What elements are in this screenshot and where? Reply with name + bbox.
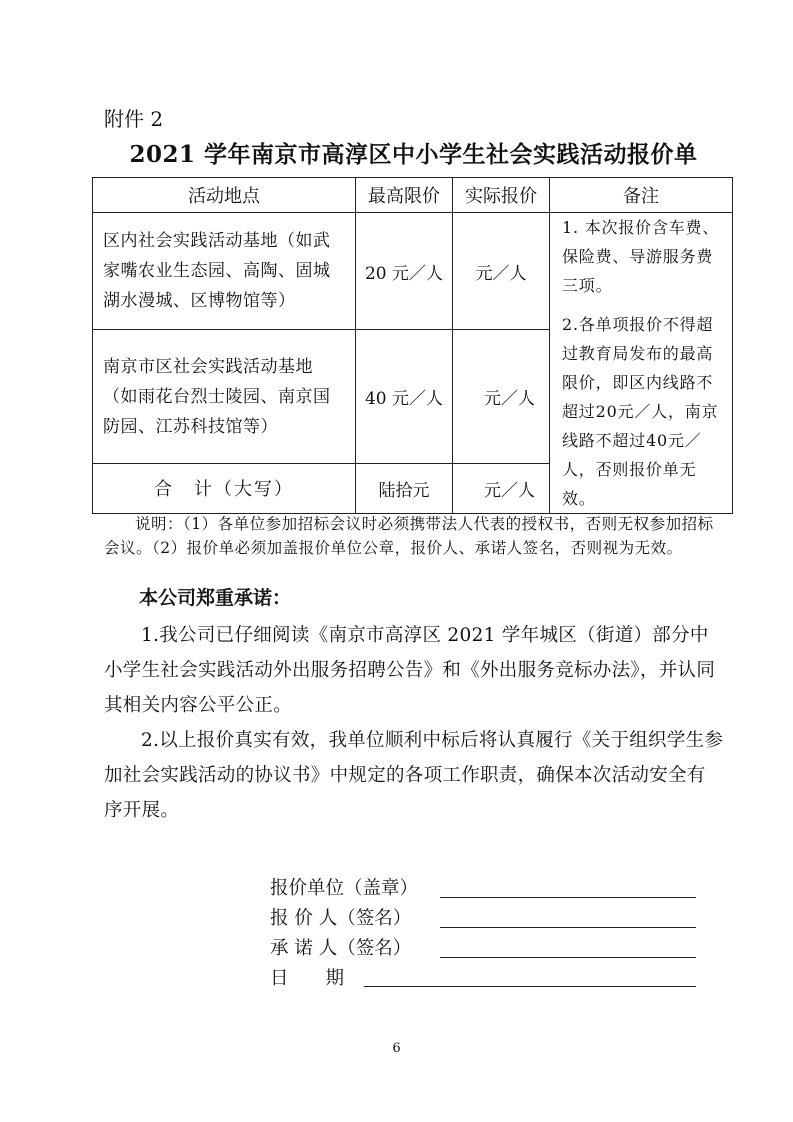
row-location: 区内社会实践活动基地（如武家嘴农业生态园、高陶、固城湖水漫城、区博物馆等） bbox=[93, 213, 356, 330]
row-actual-price: 元／人 bbox=[453, 213, 550, 330]
total-label: 合 计（大写） bbox=[93, 463, 356, 513]
pledge-heading: 本公司郑重承诺： bbox=[139, 587, 292, 609]
row-max-price: 40 元／人 bbox=[356, 330, 453, 463]
signature-quoter-label: 报 价 人（签名） bbox=[270, 908, 412, 929]
row-actual-price: 元／人 bbox=[453, 330, 550, 463]
signature-unit-line bbox=[440, 897, 696, 898]
pledge-item: 1.我公司已仔细阅读《南京市高淳区 2021 学年城区（街道）部分中小学生社会实践活动外出服务招聘公告》和《外出服务竞标办法》，并认同其相关内容公平公正。 bbox=[104, 625, 716, 716]
attachment-label: 附件 2 bbox=[104, 107, 164, 131]
signature-promisor-line bbox=[440, 957, 696, 958]
document-title: 2021 学年南京市高淳区中小学生社会实践活动报价单 bbox=[129, 141, 698, 168]
signature-unit-label: 报价单位（盖章） bbox=[270, 878, 419, 899]
header-location: 活动地点 bbox=[93, 178, 356, 213]
quote-table bbox=[92, 177, 733, 514]
row-location: 南京市区社会实践活动基地（如雨花台烈士陵园、南京国防园、江苏科技馆等） bbox=[93, 330, 356, 463]
note-item: 2.各单项报价不得超过教育局发布的最高限价，即区内线路不超过20元／人，南京线路不超过40元／人，否则报价单无效。 bbox=[562, 315, 719, 508]
pledge-item: 2.以上报价真实有效，我单位顺利中标后将认真履行《关于组织学生参加社会实践活动的协议书》中规定的各项工作职责，确保本次活动安全有序开展。 bbox=[104, 730, 724, 821]
explanation-text: 说明：（1）各单位参加招标会议时必须携带法人代表的授权书，否则无权参加招标会议。（2）报价单必须加盖报价单位公章，报价人、承诺人签名，否则视为无效。 bbox=[104, 515, 714, 557]
signature-quoter-line bbox=[440, 927, 696, 928]
signature-promisor-label: 承 诺 人（签名） bbox=[270, 938, 412, 959]
header-notes: 备注 bbox=[550, 178, 733, 213]
notes-cell bbox=[550, 213, 733, 514]
header-actual-price: 实际报价 bbox=[453, 178, 550, 213]
total-max-price: 陆拾元 bbox=[356, 463, 453, 513]
total-actual-price: 元／人 bbox=[453, 463, 550, 513]
row-max-price: 20 元／人 bbox=[356, 213, 453, 330]
header-max-price: 最高限价 bbox=[356, 178, 453, 213]
page-number: 6 bbox=[392, 1041, 401, 1056]
table-row bbox=[93, 213, 733, 330]
table-header-row bbox=[93, 178, 733, 213]
signature-date-label: 日 期 bbox=[270, 968, 345, 989]
note-item: 1. 本次报价含车费、保险费、导游服务费三项。 bbox=[562, 218, 720, 295]
signature-date-line bbox=[364, 986, 696, 987]
